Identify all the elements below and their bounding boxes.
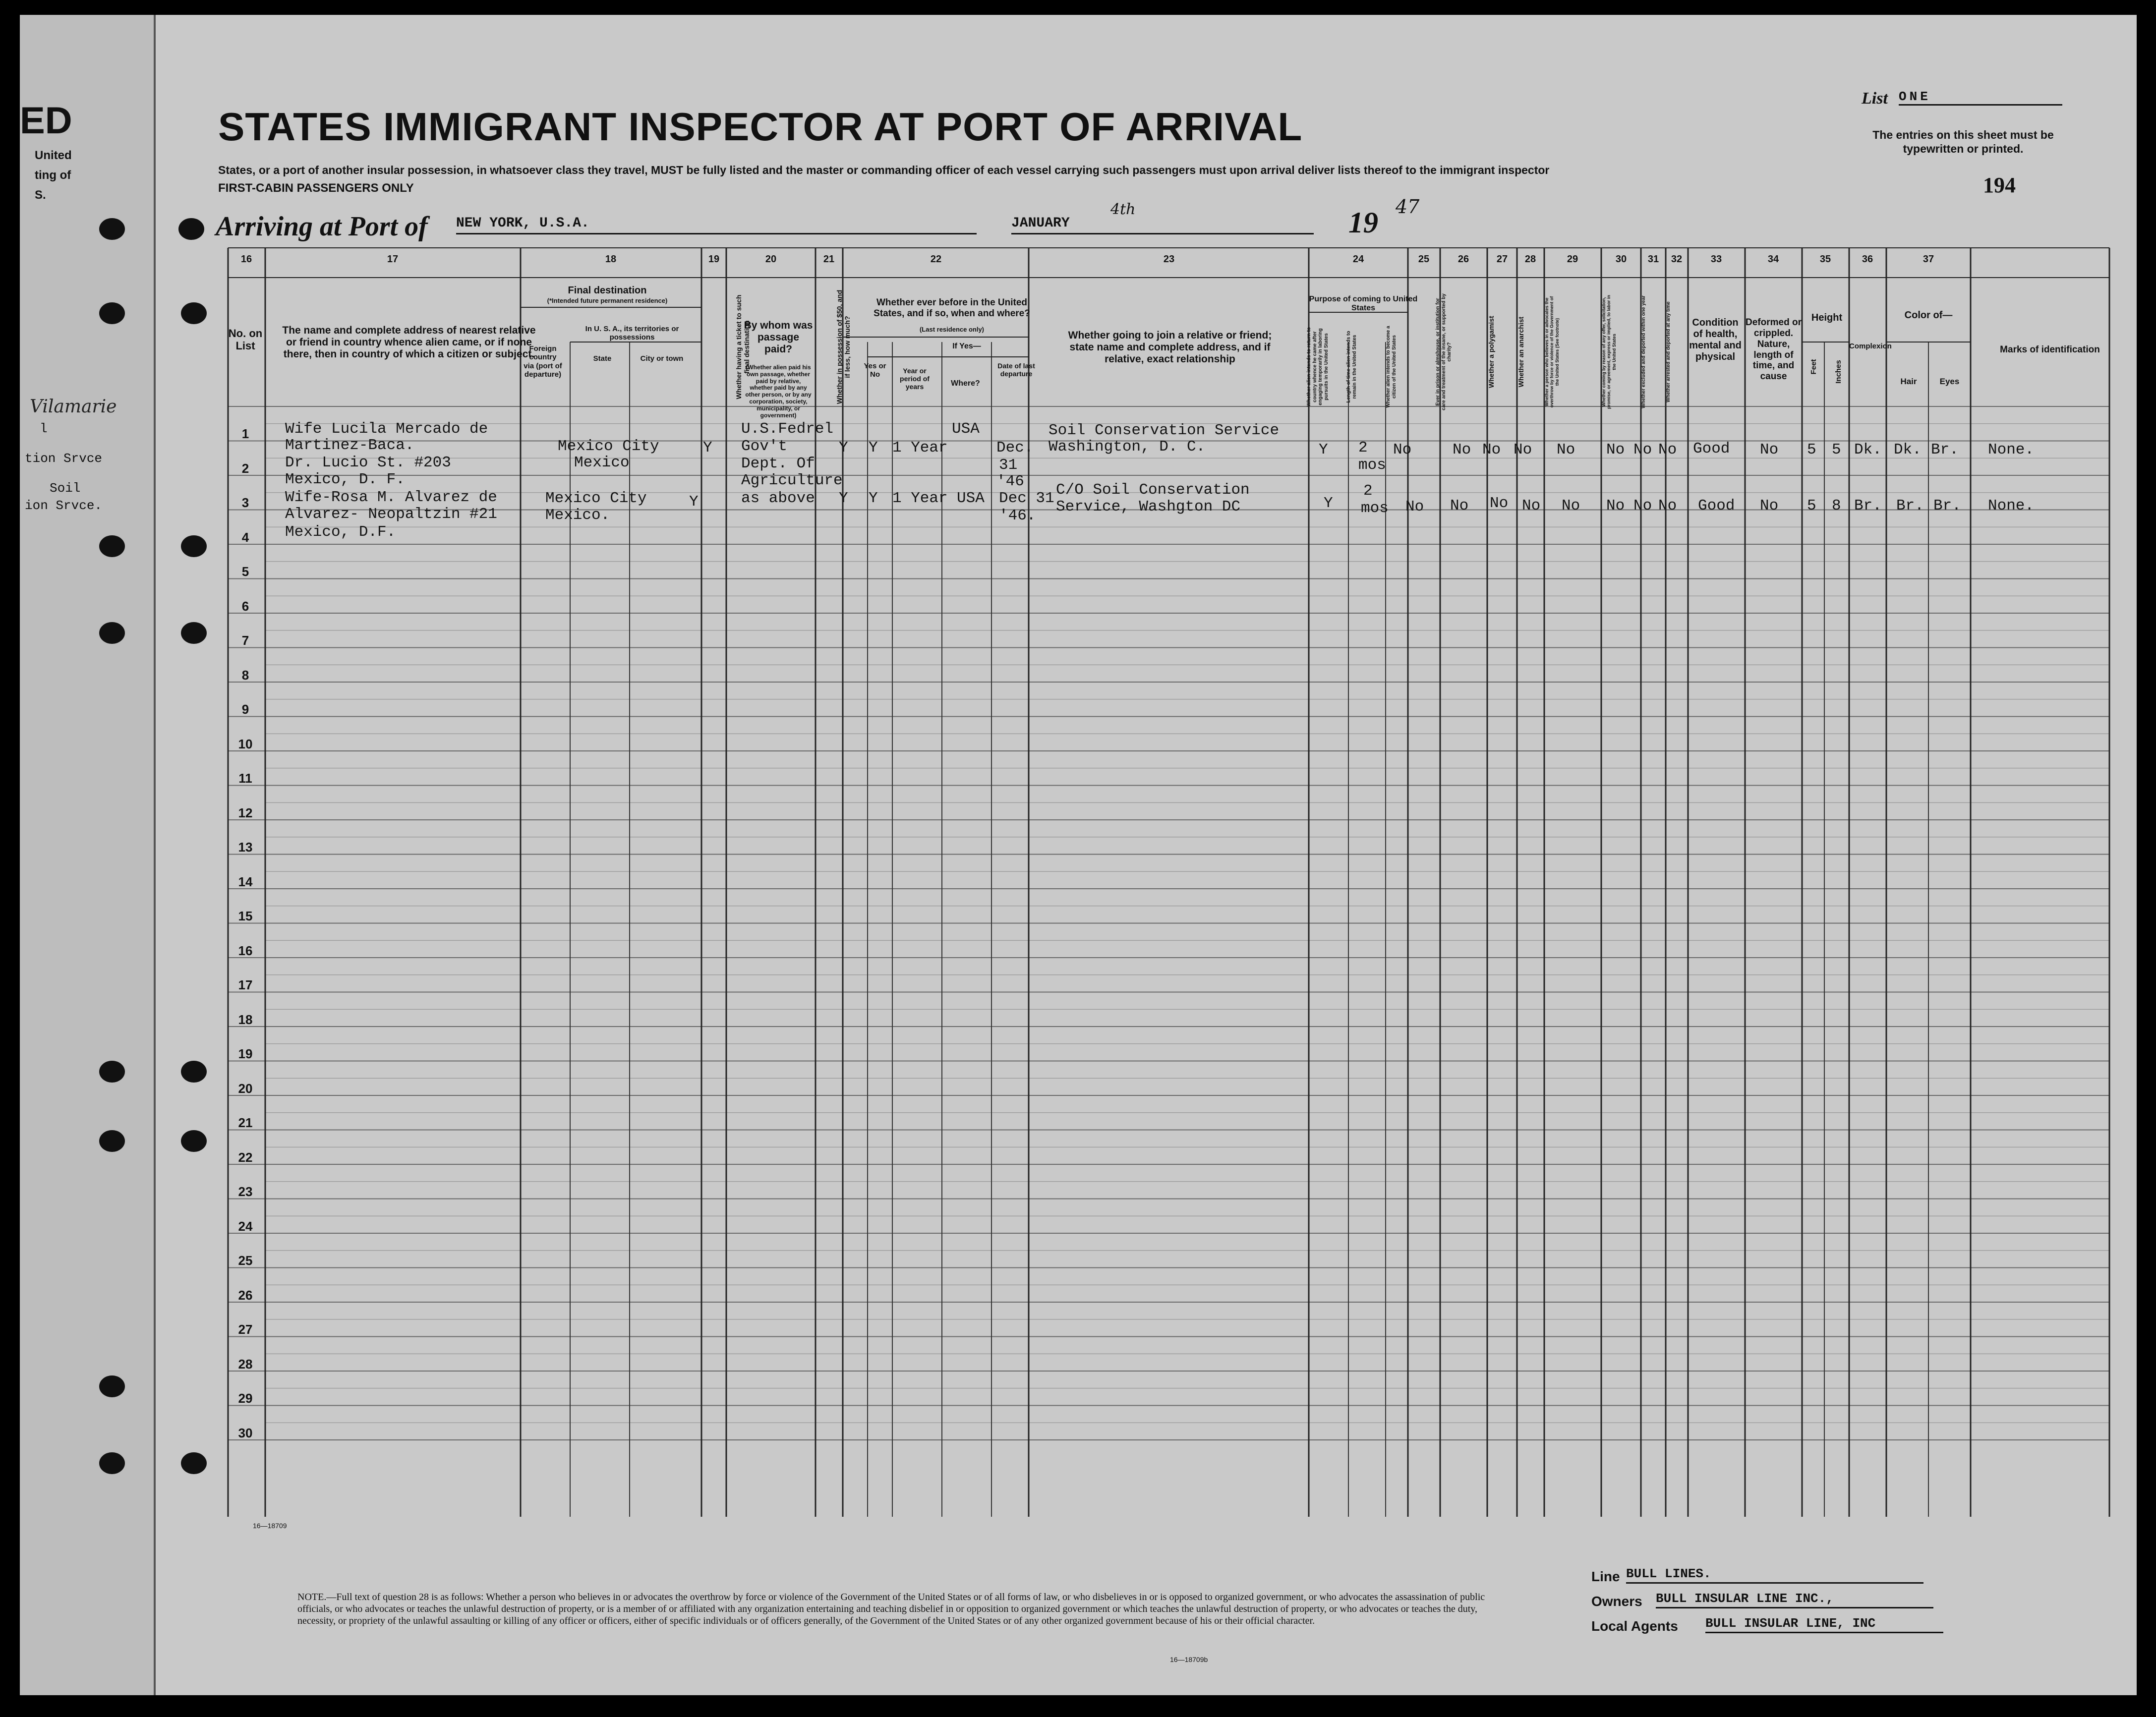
col32-header: Condition of health, mental and physical — [1689, 317, 1742, 362]
stub-text: tion Srvce — [25, 451, 103, 466]
row-number: 8 — [241, 667, 249, 683]
col30-header: Whether excluded and deported within one year — [1641, 295, 1646, 408]
row1-polygamist: No — [1482, 441, 1501, 458]
stub-fragment-line: S. — [35, 188, 46, 202]
row-number: 21 — [238, 1115, 253, 1130]
row-number: 12 — [238, 805, 253, 820]
row1-deported: No — [1658, 441, 1677, 458]
col18-city: City or town — [640, 354, 684, 363]
col34-feet: Feet — [1809, 359, 1818, 375]
row2-labor: No — [1606, 497, 1625, 515]
stub-fragment-head: ED — [20, 100, 72, 142]
col18-foreign: Foreign country via (port of departure) — [524, 344, 562, 379]
row-number: 9 — [241, 702, 249, 717]
row2-deformed: No — [1760, 497, 1779, 515]
row1-period: 1 Year — [892, 439, 948, 457]
col18-header: Final destination — [568, 285, 647, 296]
col24-header: Purpose of coming to United States — [1309, 295, 1418, 313]
col29-header: Whether coming by reason of any offer, solicitation, promise, or agreement, express or implied, to labor in the United States — [1601, 294, 1617, 409]
row2-date: '46. — [999, 507, 1036, 524]
row2-before: Y — [869, 490, 878, 507]
row2-relative: Mexico, D.F. — [285, 523, 396, 541]
col23-header: Whether going to join a relative or friend; state name and complete address, and if relative, exact relationship — [1068, 330, 1272, 365]
row1-eyes: Br. — [1931, 441, 1959, 458]
row1-complexion: Dk. — [1854, 441, 1882, 458]
column-number: 23 — [1163, 254, 1175, 265]
class-line: FIRST-CABIN PASSENGERS ONLY — [218, 181, 414, 195]
row2-feet: 5 — [1807, 497, 1816, 515]
line-value: BULL LINES. — [1626, 1566, 1923, 1584]
row2-destination: Mexico City — [545, 490, 647, 507]
column-number: 19 — [708, 254, 720, 265]
footnote: NOTE.—Full text of question 28 is as follows: Whether a person who believes in or advocates the overthrow by force or violence of the Government of the United States or of all forms of law, or who disbelieves in or is opposed to organized government, or who advocates the assassination of public officials, or who advocates or teaches the unlawful destruction of property, or is a member of or affiliated with any organization entertaining and teaching disbelief in or opposition to organized government or which teaches the unlawful destruction of property, or who advocates or teaches the duty, necessity, or propriety of the unlawful assaulting or killing of any officer or officers, either of specific individuals or of officers generally, of the Government of the United States or of any other organized government because of his or their official character. — [297, 1592, 1485, 1626]
sheet-number: 194 — [1983, 173, 2016, 197]
row2-period: 1 Year — [892, 490, 948, 507]
col37-header: Marks of identification — [2000, 344, 2100, 355]
column-number: 24 — [1352, 254, 1364, 265]
col22-header: Whether ever before in the United States, and if so, when and where? — [874, 297, 1030, 319]
row1-date: 31 — [999, 457, 1018, 474]
row-number: 4 — [241, 529, 249, 545]
col36-header: Color of— — [1904, 310, 1953, 321]
row-number: 30 — [238, 1425, 253, 1440]
col22-ifyes: If Yes— — [952, 342, 981, 350]
row-number: 18 — [238, 1012, 253, 1027]
owners-label: Owners — [1591, 1594, 1642, 1609]
row-number: 19 — [238, 1046, 253, 1061]
row2-overthrow: No — [1562, 497, 1580, 515]
row1-health: Good — [1693, 440, 1730, 458]
row2-ticket: Y — [689, 493, 699, 511]
manifest-sheet — [20, 15, 2137, 1695]
row2-excluded: No — [1633, 497, 1652, 515]
column-number: 25 — [1418, 254, 1430, 265]
stub-text: l — [40, 421, 48, 436]
col17-header: The name and complete address of nearest relative or friend in country whence alien came, or if none there, then in country of which a citizen or subject. — [282, 325, 536, 360]
row2-date: Dec 31 — [999, 490, 1054, 507]
col22-date: Date of last departure — [997, 362, 1035, 378]
row-number: 3 — [241, 495, 249, 510]
port-value: NEW YORK, U.S.A. — [456, 216, 589, 231]
row-number: 15 — [238, 909, 253, 923]
column-number: 27 — [1496, 254, 1508, 265]
row2-eyes: Br. — [1933, 497, 1961, 515]
col35-header: Complexion — [1849, 342, 1892, 350]
row1-overthrow: No — [1557, 441, 1575, 458]
stub-text: Soil — [50, 481, 81, 496]
col34-header: Height — [1811, 312, 1843, 323]
entries-note: The entries on this sheet must be typewritten or printed. — [1872, 128, 2054, 155]
column-number: 28 — [1524, 254, 1536, 265]
column-number: 21 — [823, 254, 835, 265]
col16-header: No. on List — [228, 327, 263, 352]
col19-header: Whether having a ticket to such final destination — [735, 294, 751, 400]
row2-deported: No — [1658, 497, 1677, 515]
row1-where: USA — [952, 420, 980, 438]
stub-fragment-line: ting of — [35, 169, 71, 182]
row-number: 2 — [241, 460, 249, 476]
row-number: 25 — [238, 1253, 253, 1268]
year-suffix: 47 — [1396, 196, 1420, 218]
col22-yesno: Yes or No — [864, 362, 886, 379]
row2-where: USA — [957, 490, 985, 507]
list-label: List — [1862, 89, 1888, 108]
agents-label: Local Agents — [1591, 1618, 1678, 1634]
row1-paid: Agriculture — [741, 472, 843, 489]
row1-paid: U.S.Fedrel — [741, 420, 834, 438]
row2-polygamist: No — [1490, 495, 1509, 512]
column-number: 18 — [605, 254, 617, 265]
form-code: 16—18709b — [1170, 1656, 1208, 1663]
row2-relative: Alvarez- Neopaltzin #21 — [285, 506, 497, 523]
row1-relative: Martinez-Baca. — [285, 437, 414, 454]
table-grid — [20, 15, 2137, 1695]
row2-money: Y — [839, 490, 848, 507]
col36-hair: Hair — [1900, 377, 1917, 386]
row1-hair: Dk. — [1894, 441, 1922, 458]
row1-join: Soil Conservation Service — [1049, 422, 1280, 439]
col25-header: Ever in prison or almshouse, or institution for care and treatment of the insane, or supported by charity? — [1435, 293, 1452, 410]
row2-length: 2 — [1363, 482, 1373, 500]
row2-return: Y — [1324, 495, 1333, 512]
subtitle: States, or a port of another insular possession, in whatsoever class they travel, MUST be fully listed and the master or commanding officer of each vessel carrying such passengers must upon arrival deliver lists thereof to the immigrant inspector — [218, 164, 1550, 176]
col21-header: Whether in possession of $50, and if less, how much? — [835, 289, 852, 404]
column-number: 35 — [1819, 254, 1831, 265]
row1-citizen: No — [1393, 441, 1412, 458]
stub-text: ion Srvce. — [25, 498, 103, 513]
column-number: 31 — [1647, 254, 1659, 265]
row1-relative: Mexico, D. F. — [285, 471, 405, 488]
column-number: 30 — [1615, 254, 1627, 265]
col20-header: By whom was passage paid? — [744, 320, 813, 355]
row2-citizen: No — [1405, 498, 1424, 515]
row-number: 17 — [238, 977, 253, 992]
row-number: 10 — [238, 736, 253, 751]
row-number: 13 — [238, 840, 253, 855]
column-number: 26 — [1457, 254, 1469, 265]
row1-before: Y — [869, 439, 878, 457]
row2-relative: Wife-Rosa M. Alvarez de — [285, 489, 497, 506]
row1-labor: No — [1606, 441, 1625, 458]
row2-marks: None. — [1988, 497, 2035, 515]
col18-usa: In U. S. A., its territories or possessions — [585, 325, 679, 342]
row1-inches: 5 — [1832, 441, 1841, 458]
arriving-label: Arriving at Port of — [216, 211, 428, 242]
col24-length: Length of time alien intends to remain in the United States — [1346, 331, 1357, 403]
column-number: 33 — [1710, 254, 1722, 265]
column-number: 22 — [930, 254, 942, 265]
row1-deformed: No — [1760, 441, 1779, 458]
row2-destination: Mexico. — [545, 507, 610, 524]
col24-return: Whether alien intends to return to country whence he came after engaging temporarily in laboring pursuits in the United States — [1306, 327, 1329, 407]
stub-fragment-line: United — [35, 149, 72, 162]
column-number: 29 — [1567, 254, 1578, 265]
col22-subheader: (Last residence only) — [919, 326, 985, 333]
row1-money: Y — [839, 439, 848, 457]
column-number: 20 — [765, 254, 777, 265]
row1-destination: Mexico City — [558, 438, 659, 455]
row2-hair: Br. — [1896, 497, 1924, 515]
row1-paid: Gov't — [741, 438, 788, 455]
row2-join: Service, Washgton DC — [1056, 498, 1241, 515]
col34-inches: Inches — [1834, 360, 1843, 384]
row2-anarchist: No — [1522, 497, 1541, 515]
year-prefix: 19 — [1348, 206, 1378, 239]
row1-excluded: No — [1633, 441, 1652, 458]
row-number: 22 — [238, 1149, 253, 1165]
row1-length: 2 — [1358, 439, 1368, 457]
row1-length: mos — [1358, 457, 1386, 474]
row-number: 20 — [238, 1081, 253, 1096]
row-number: 6 — [241, 598, 249, 614]
col28-header: Whether a person who believes in or advocates the overthrow by force or violence of the Government of the United States (See footnote) — [1544, 296, 1560, 408]
col27-header: Whether an anarchist — [1517, 316, 1525, 388]
col22-where: Where? — [951, 379, 980, 388]
row-number: 5 — [241, 564, 249, 579]
col26-header: Whether a polygamist — [1487, 316, 1495, 388]
column-number: 34 — [1767, 254, 1779, 265]
column-number: 32 — [1671, 254, 1683, 265]
row1-relative: Wife Lucila Mercado de — [285, 420, 488, 438]
row1-ticket: Y — [703, 439, 712, 457]
row1-date: '46 — [996, 473, 1024, 490]
col33-header: Deformed or crippled. Nature, length of time, and cause — [1746, 317, 1802, 382]
row2-length: mos — [1361, 500, 1389, 517]
row1-anarchist: No — [1514, 441, 1532, 458]
row1-return: Y — [1319, 441, 1328, 458]
page-title: STATES IMMIGRANT INSPECTOR AT PORT OF ARRIVAL — [218, 105, 1303, 149]
row1-date: Dec. — [996, 439, 1034, 457]
row1-paid: Dept. Of — [741, 455, 815, 472]
row-number: 26 — [238, 1287, 253, 1303]
form-code: 16—18709 — [253, 1522, 287, 1530]
row1-prison: No — [1453, 441, 1471, 458]
stub-signature: Vilamarie — [30, 397, 117, 417]
row2-complexion: Br. — [1854, 497, 1882, 515]
row2-prison: No — [1450, 497, 1469, 515]
col22-period: Year or period of years — [900, 367, 930, 391]
row2-paid: as above — [741, 490, 815, 507]
col24-citizen: Whether alien intends to become a citizen of the United States — [1386, 326, 1397, 408]
column-number: 36 — [1862, 254, 1873, 265]
row2-inches: 8 — [1832, 497, 1841, 515]
row1-relative: Dr. Lucio St. #203 — [285, 454, 451, 471]
col31-header: Whether arrested and deported at any time — [1666, 301, 1671, 402]
row1-marks: None. — [1988, 441, 2035, 458]
col18-state: State — [593, 354, 612, 363]
owners-value: BULL INSULAR LINE INC., — [1656, 1591, 1933, 1608]
row-number: 7 — [241, 633, 249, 648]
row-number: 29 — [238, 1391, 253, 1406]
line-label: Line — [1591, 1569, 1620, 1584]
col36-eyes: Eyes — [1939, 377, 1960, 386]
month-value: JANUARY — [1011, 216, 1070, 231]
col20-subheader: (Whether alien paid his own passage, whether paid by relative, whether paid by any other person, or by any corporation, society, municipality, or government) — [745, 364, 812, 419]
row2-join: C/O Soil Conservation — [1056, 481, 1250, 499]
row1-join: Washington, D. C. — [1049, 438, 1206, 456]
row-number: 24 — [238, 1218, 253, 1234]
column-number: 16 — [240, 254, 252, 265]
agents-value: BULL INSULAR LINE, INC — [1705, 1616, 1943, 1633]
row-number: 23 — [238, 1184, 253, 1199]
day-overwrite: 4th — [1110, 201, 1136, 218]
row2-health: Good — [1698, 497, 1735, 515]
row-number: 28 — [238, 1356, 253, 1372]
row-number: 14 — [238, 874, 253, 889]
row-number: 11 — [238, 771, 252, 786]
row-number: 16 — [238, 943, 253, 958]
row-number: 1 — [241, 426, 249, 441]
row1-feet: 5 — [1807, 441, 1816, 458]
row1-destination: Mexico — [574, 454, 630, 471]
list-value: ONE — [1899, 89, 2062, 106]
row-number: 27 — [238, 1322, 253, 1337]
column-number: 17 — [387, 254, 399, 265]
col18-subheader: (*Intended future permanent residence) — [547, 297, 668, 304]
column-number: 37 — [1923, 254, 1934, 265]
